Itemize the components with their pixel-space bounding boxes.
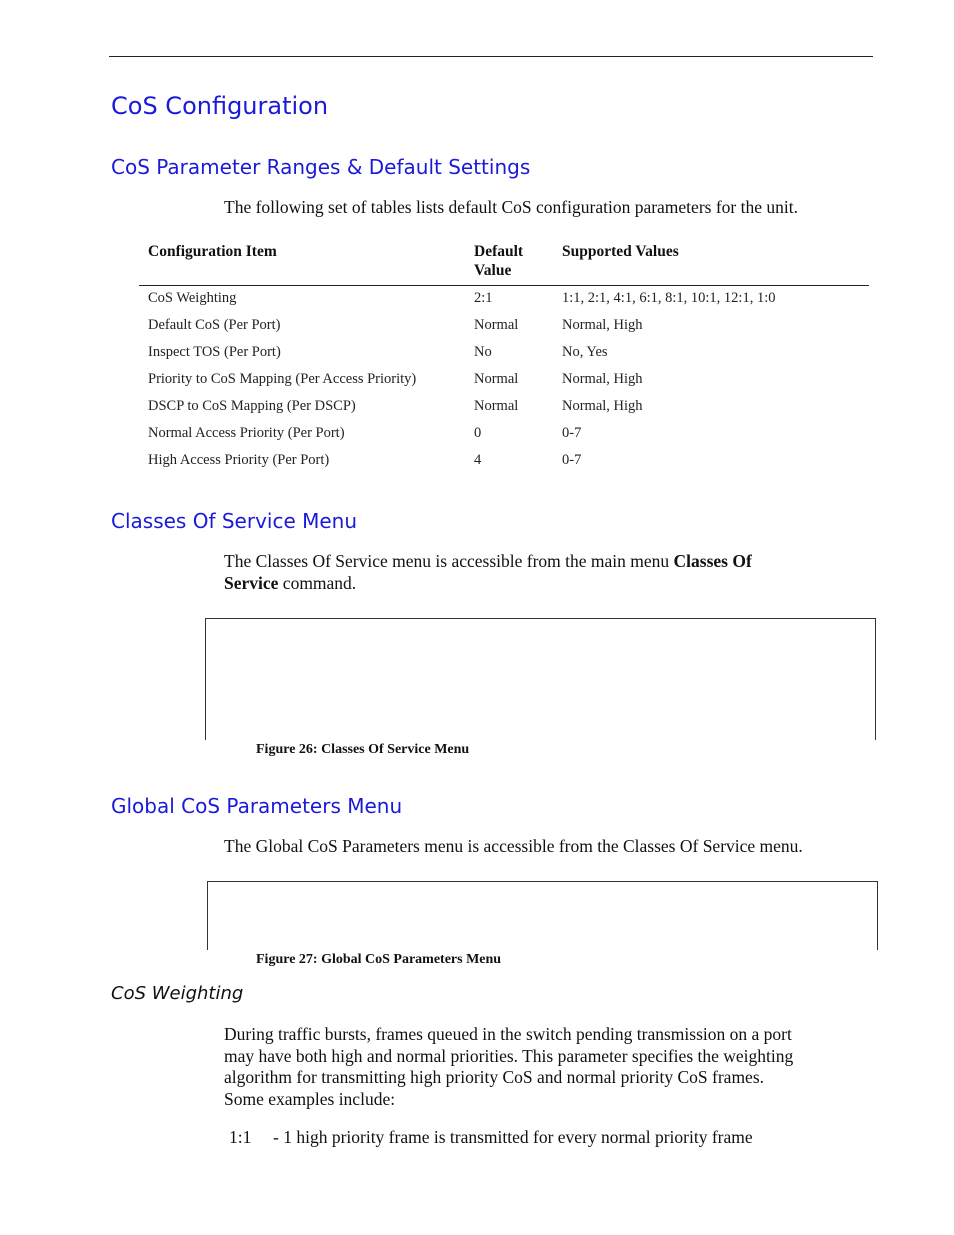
intro-text-end: command. (278, 572, 357, 593)
paragraph-line: During traffic bursts, frames queued in the switch pending transmission on a port (224, 1024, 792, 1044)
cell-item: High Access Priority (Per Port) (148, 452, 330, 468)
page-title: CoS Configuration (111, 92, 329, 120)
paragraph-line: Some examples include: (224, 1088, 396, 1109)
example-ratio: 1:1 (229, 1127, 252, 1147)
table-row (0, 452, 954, 479)
section-heading-global-cos: Global CoS Parameters Menu (111, 794, 403, 818)
cell-item: Priority to CoS Mapping (Per Access Priority) (148, 371, 417, 387)
cell-item: Normal Access Priority (Per Port) (148, 425, 345, 441)
cell-default: 2:1 (474, 290, 493, 306)
cell-supported: Normal, High (562, 398, 643, 414)
cell-item: Inspect TOS (Per Port) (148, 344, 281, 360)
table-header-rule (139, 285, 869, 286)
table-row (0, 290, 954, 317)
section-intro-classes-of-service (224, 551, 824, 594)
cell-default: No (474, 344, 492, 360)
table-header-default-line2: Value (474, 262, 512, 279)
cell-item: CoS Weighting (148, 290, 237, 306)
cos-weighting-paragraph (224, 1024, 864, 1110)
cell-default: Normal (474, 317, 519, 333)
intro-bold-command: Classes Of (673, 551, 752, 571)
table-row (0, 398, 954, 425)
cell-default: 0 (474, 425, 482, 441)
table-row (0, 425, 954, 452)
table-row (0, 371, 954, 398)
table-row (0, 317, 954, 344)
table-row (0, 344, 954, 371)
figure-27-caption: Figure 27: Global CoS Parameters Menu (256, 952, 502, 967)
intro-text: The Classes Of Service menu is accessible from the main menu (224, 551, 674, 571)
paragraph-line: may have both high and normal priorities. This parameter specifies the weighting (224, 1045, 794, 1066)
cell-supported: Normal, High (562, 317, 643, 333)
cell-item: DSCP to CoS Mapping (Per DSCP) (148, 398, 356, 414)
section-heading-parameter-ranges: CoS Parameter Ranges & Default Settings (111, 155, 531, 179)
section-intro-parameter-ranges: The following set of tables lists default CoS configuration parameters for the unit. (224, 197, 798, 217)
figure-26-caption: Figure 26: Classes Of Service Menu (256, 742, 470, 757)
header-rule (109, 56, 873, 57)
cell-default: 4 (474, 452, 482, 468)
table-header-default-line1: Default (474, 243, 524, 260)
section-heading-classes-of-service: Classes Of Service Menu (111, 509, 358, 533)
cell-item: Default CoS (Per Port) (148, 317, 281, 333)
subsection-heading-cos-weighting: CoS Weighting (111, 983, 244, 1004)
cell-supported: No, Yes (562, 344, 608, 360)
figure-27-screenshot (207, 881, 878, 950)
cell-supported: 0-7 (562, 452, 582, 468)
table-header-default (474, 242, 523, 280)
section-intro-global-cos: The Global CoS Parameters menu is accessible from the Classes Of Service menu. (224, 836, 803, 856)
paragraph-line: algorithm for transmitting high priority CoS and normal priority CoS frames. (224, 1067, 765, 1087)
intro-bold-command-cont: Service (224, 572, 279, 593)
table-header-item: Configuration Item (148, 243, 277, 260)
cell-default: Normal (474, 371, 519, 387)
cell-default: Normal (474, 398, 519, 414)
table-header-supported: Supported Values (562, 243, 679, 260)
cell-supported: 0-7 (562, 425, 582, 441)
figure-26-screenshot (205, 618, 876, 740)
example-description: - 1 high priority frame is transmitted for every normal priority frame (273, 1127, 753, 1147)
cell-supported: 1:1, 2:1, 4:1, 6:1, 8:1, 10:1, 12:1, 1:0 (562, 290, 776, 306)
cell-supported: Normal, High (562, 371, 643, 387)
